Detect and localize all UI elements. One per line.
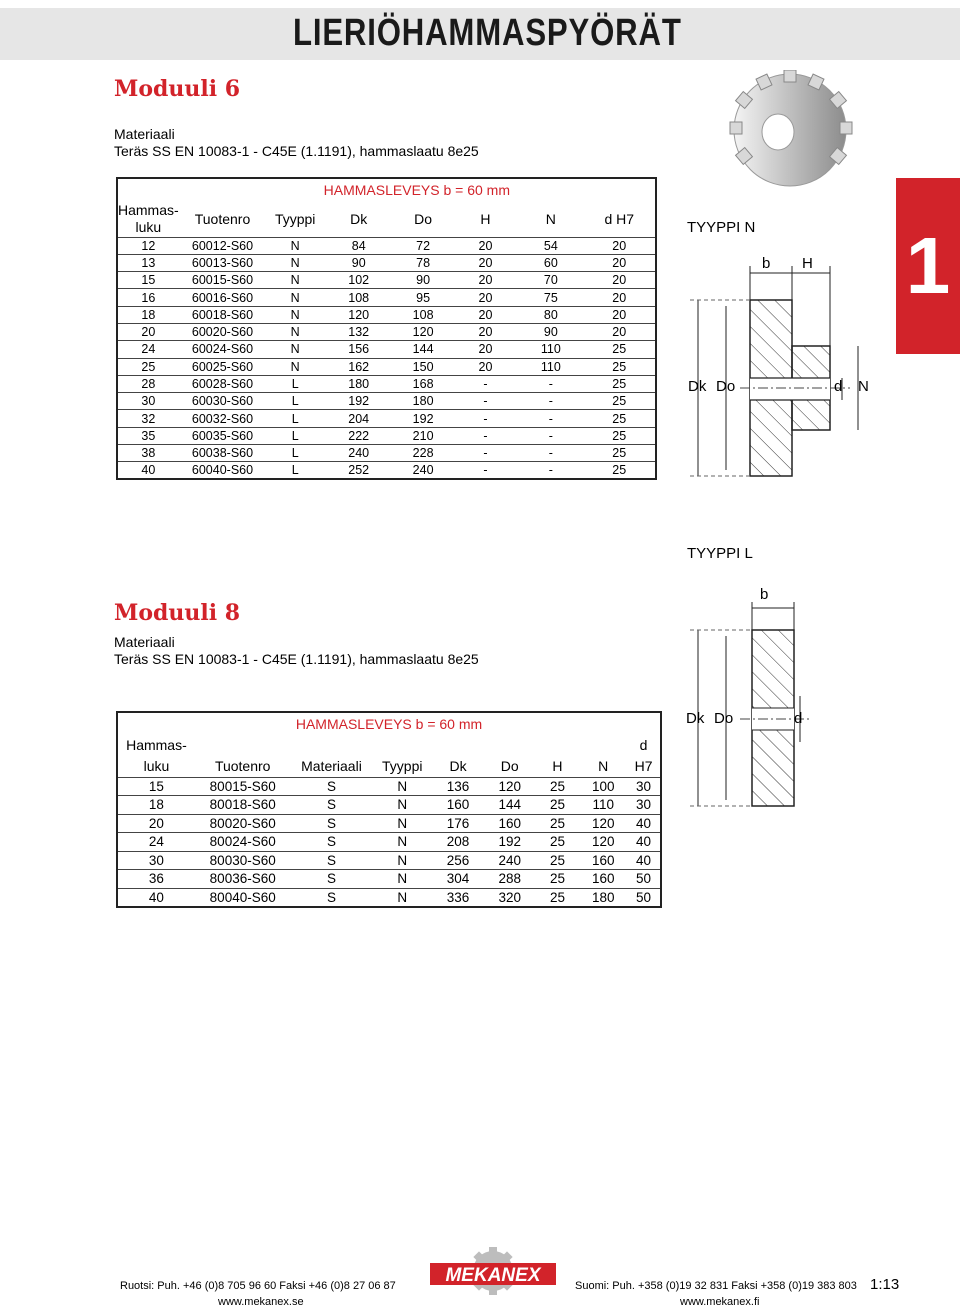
table-cell: 320 (484, 888, 536, 907)
table-row (117, 888, 661, 907)
table-cell: 20 (584, 237, 656, 254)
table-cell: 60028-S60 (179, 375, 267, 392)
table-cell: L (266, 427, 324, 444)
table-row (117, 358, 656, 375)
table-cell: 110 (518, 358, 583, 375)
col8-tyyppi: Tyyppi (382, 757, 423, 774)
table-cell: 256 (432, 851, 484, 870)
table-cell: 20 (453, 323, 518, 340)
table-row (117, 777, 661, 796)
table-cell: 25 (584, 445, 656, 462)
table-cell: 80 (518, 306, 583, 323)
col8-dk: Dk (449, 757, 467, 774)
table-cell: 108 (393, 306, 452, 323)
diagram-l (680, 600, 820, 810)
table-cell: 60016-S60 (179, 289, 267, 306)
table-cell: N (372, 833, 432, 852)
table-cell: 150 (393, 358, 452, 375)
module8-material-label: Materiaali (114, 634, 175, 650)
table-cell: 25 (536, 796, 580, 815)
table-cell: 80018-S60 (195, 796, 291, 815)
table-cell: N (372, 796, 432, 815)
table-cell: 136 (432, 777, 484, 796)
page-title: LIERIÖHAMMASPYÖRÄT (293, 12, 682, 54)
module6-col-hammasluku (117, 201, 179, 237)
table-cell: 80040-S60 (195, 888, 291, 907)
table-cell: - (453, 445, 518, 462)
table-cell: 240 (484, 851, 536, 870)
table-row (117, 870, 661, 889)
table-cell: - (518, 375, 583, 392)
table-cell: L (266, 393, 324, 410)
footer-finland-web[interactable]: www.mekanex.fi (680, 1296, 760, 1308)
table-cell: 25 (536, 870, 580, 889)
table-cell: 120 (324, 306, 393, 323)
table-row (117, 796, 661, 815)
table-cell: 25 (536, 888, 580, 907)
table-cell: 60 (518, 254, 583, 271)
table-cell: 208 (432, 833, 484, 852)
table-cell: - (518, 427, 583, 444)
module8-table (116, 711, 662, 908)
table-cell: 222 (324, 427, 393, 444)
table-cell: N (372, 814, 432, 833)
table-cell: 40 (117, 462, 179, 479)
col-tuotenro: Tuotenro (194, 210, 251, 227)
table-cell: 72 (393, 237, 452, 254)
footer-finland-phone: Suomi: Puh. +358 (0)19 32 831 Faksi +358 (0)19 383 803 (575, 1280, 857, 1292)
diagram-n-b: b (762, 255, 771, 272)
table-cell: - (453, 427, 518, 444)
table-cell: 80015-S60 (195, 777, 291, 796)
table-cell: 160 (579, 851, 627, 870)
table-cell: 90 (324, 254, 393, 271)
col8-tuotenro: Tuotenro (214, 757, 271, 774)
table-cell: 60018-S60 (179, 306, 267, 323)
table-cell: 60040-S60 (179, 462, 267, 479)
table-cell: 228 (393, 445, 452, 462)
table-cell: 30 (117, 393, 179, 410)
module8-material-text: Teräs SS EN 10083-1 - C45E (1.1191), hammaslaatu 8e25 (114, 651, 479, 667)
col-dk: Dk (350, 210, 368, 227)
table-cell: 192 (393, 410, 452, 427)
col8-do: Do (500, 757, 519, 774)
table-cell: 25 (117, 358, 179, 375)
table-cell: 25 (536, 777, 580, 796)
col-h: H (480, 210, 491, 227)
table-cell: 120 (579, 833, 627, 852)
table-cell: 90 (393, 272, 452, 289)
table-cell: 25 (536, 814, 580, 833)
chapter-number: 1 (905, 221, 951, 310)
table-cell: S (291, 814, 373, 833)
module8-col-d-top: d (639, 737, 648, 753)
table-cell: 160 (484, 814, 536, 833)
col-hammas: Hammas- (118, 201, 179, 218)
table-cell: L (266, 462, 324, 479)
module8-group-header: HAMMASLEVEYS b = 60 mm (295, 716, 483, 732)
table-cell: N (266, 358, 324, 375)
mekanex-logo (430, 1247, 556, 1305)
table-cell: S (291, 851, 373, 870)
table-cell: 144 (484, 796, 536, 815)
table-cell: 180 (324, 375, 393, 392)
table-row (117, 375, 656, 392)
table-cell: 12 (117, 237, 179, 254)
table-cell: 240 (393, 462, 452, 479)
diagram-l-d: d (794, 710, 803, 727)
table-cell: 120 (393, 323, 452, 340)
table-cell: N (372, 777, 432, 796)
table-cell: 50 (627, 870, 661, 889)
module6-material-text: Teräs SS EN 10083-1 - C45E (1.1191), hammaslaatu 8e25 (114, 143, 479, 159)
diagram-l-b: b (760, 586, 769, 603)
table-cell: 60025-S60 (179, 358, 267, 375)
table-cell: 60024-S60 (179, 341, 267, 358)
table-row (117, 254, 656, 271)
table-cell: 288 (484, 870, 536, 889)
table-cell: 204 (324, 410, 393, 427)
table-row (117, 289, 656, 306)
table-cell: 132 (324, 323, 393, 340)
table-cell: 90 (518, 323, 583, 340)
module6-title: Moduuli 6 (114, 76, 241, 102)
table-cell: 30 (627, 796, 661, 815)
module6-material-label: Materiaali (114, 126, 175, 142)
table-cell: 60035-S60 (179, 427, 267, 444)
table-cell: 102 (324, 272, 393, 289)
table-cell: 120 (579, 814, 627, 833)
table-row (117, 445, 656, 462)
table-row (117, 237, 656, 254)
table-cell: 30 (117, 851, 195, 870)
col-tyyppi: Tyyppi (274, 210, 316, 227)
table-cell: 252 (324, 462, 393, 479)
table-cell: 40 (627, 814, 661, 833)
table-cell: 18 (117, 796, 195, 815)
diagram-l-dk: Dk (686, 710, 705, 727)
table-cell: - (518, 445, 583, 462)
table-cell: 50 (627, 888, 661, 907)
diagram-l-title: TYYPPI L (687, 545, 753, 562)
table-cell: 25 (584, 358, 656, 375)
table-cell: 40 (627, 851, 661, 870)
table-cell: 80024-S60 (195, 833, 291, 852)
col-do: Do (414, 210, 433, 227)
table-cell: N (266, 254, 324, 271)
table-cell: 162 (324, 358, 393, 375)
table-cell: 32 (117, 410, 179, 427)
table-cell: - (518, 410, 583, 427)
col8-materiaali: Materiaali (301, 757, 362, 774)
module6-group-header: HAMMASLEVEYS b = 60 mm (323, 182, 510, 198)
table-cell: 13 (117, 254, 179, 271)
table-cell: 54 (518, 237, 583, 254)
table-cell: N (266, 289, 324, 306)
table-cell: N (266, 272, 324, 289)
table-cell: 100 (579, 777, 627, 796)
module8-title: Moduuli 8 (114, 600, 241, 626)
diagram-n-title: TYYPPI N (687, 219, 756, 236)
table-cell: - (518, 462, 583, 479)
table-cell: N (266, 323, 324, 340)
table-cell: 18 (117, 306, 179, 323)
table-cell: 80036-S60 (195, 870, 291, 889)
table-row (117, 323, 656, 340)
table-cell: 60038-S60 (179, 445, 267, 462)
table-cell: 240 (324, 445, 393, 462)
table-cell: 80030-S60 (195, 851, 291, 870)
table-cell: 25 (584, 375, 656, 392)
table-cell: 20 (453, 254, 518, 271)
table-cell: L (266, 375, 324, 392)
table-cell: 25 (584, 341, 656, 358)
table-cell: 304 (432, 870, 484, 889)
table-row (117, 462, 656, 479)
table-cell: 20 (453, 237, 518, 254)
table-cell: 20 (117, 323, 179, 340)
table-cell: 110 (579, 796, 627, 815)
table-cell: 24 (117, 833, 195, 852)
table-row (117, 410, 656, 427)
table-cell: - (453, 410, 518, 427)
table-cell: 25 (584, 410, 656, 427)
col-dh7: d H7 (604, 210, 635, 227)
table-row (117, 427, 656, 444)
table-cell: 20 (453, 358, 518, 375)
table-cell: 20 (453, 306, 518, 323)
table-cell: 60015-S60 (179, 272, 267, 289)
table-cell: 15 (117, 272, 179, 289)
table-cell: 176 (432, 814, 484, 833)
table-cell: 160 (432, 796, 484, 815)
table-cell: 180 (579, 888, 627, 907)
diagram-n-h: H (802, 255, 813, 272)
table-cell: 16 (117, 289, 179, 306)
table-cell: 20 (584, 272, 656, 289)
table-cell: 160 (579, 870, 627, 889)
module8-col-luku: luku (143, 757, 170, 774)
diagram-l-do: Do (714, 710, 734, 727)
table-cell: 60013-S60 (179, 254, 267, 271)
col8-h: H (552, 757, 563, 774)
table-cell: L (266, 445, 324, 462)
diagram-n-do: Do (716, 378, 736, 395)
table-cell: 25 (584, 462, 656, 479)
table-cell: 15 (117, 777, 195, 796)
table-cell: 108 (324, 289, 393, 306)
table-cell: 168 (393, 375, 452, 392)
table-cell: 78 (393, 254, 452, 271)
mekanex-logo-text: MEKANEX (445, 1265, 541, 1286)
table-cell: 60012-S60 (179, 237, 267, 254)
table-cell: - (453, 462, 518, 479)
table-row (117, 814, 661, 833)
table-cell: 336 (432, 888, 484, 907)
table-cell: 25 (536, 851, 580, 870)
table-cell: - (453, 393, 518, 410)
footer-sweden-web[interactable]: www.mekanex.se (218, 1296, 304, 1308)
col-n: N (545, 210, 556, 227)
table-row (117, 393, 656, 410)
table-cell: 60020-S60 (179, 323, 267, 340)
table-row (117, 272, 656, 289)
table-cell: L (266, 410, 324, 427)
table-cell: 70 (518, 272, 583, 289)
table-row (117, 341, 656, 358)
table-cell: 192 (484, 833, 536, 852)
table-cell: 210 (393, 427, 452, 444)
table-cell: 20 (584, 323, 656, 340)
table-cell: 30 (627, 777, 661, 796)
table-cell: 40 (627, 833, 661, 852)
table-cell: S (291, 888, 373, 907)
diagram-n-dk: Dk (688, 378, 707, 395)
table-cell: 192 (324, 393, 393, 410)
table-cell: 110 (518, 341, 583, 358)
page-number: 1:13 (870, 1276, 900, 1293)
table-cell: S (291, 870, 373, 889)
table-row (117, 833, 661, 852)
table-cell: N (266, 237, 324, 254)
table-row (117, 306, 656, 323)
table-cell: 144 (393, 341, 452, 358)
table-cell: 20 (453, 272, 518, 289)
col8-h7: H7 (634, 757, 653, 774)
table-cell: 60030-S60 (179, 393, 267, 410)
table-cell: 95 (393, 289, 452, 306)
table-cell: 60032-S60 (179, 410, 267, 427)
table-cell: 84 (324, 237, 393, 254)
table-cell: 38 (117, 445, 179, 462)
table-row (117, 851, 661, 870)
col8-n: N (598, 757, 609, 774)
table-cell: N (372, 870, 432, 889)
table-cell: N (266, 306, 324, 323)
table-cell: 28 (117, 375, 179, 392)
table-cell: 20 (453, 341, 518, 358)
table-cell: 20 (584, 289, 656, 306)
table-cell: 75 (518, 289, 583, 306)
table-cell: N (372, 851, 432, 870)
gear-photo (730, 70, 852, 186)
table-cell: 35 (117, 427, 179, 444)
table-cell: N (372, 888, 432, 907)
table-cell: 20 (453, 289, 518, 306)
table-cell: 25 (536, 833, 580, 852)
table-cell: 36 (117, 870, 195, 889)
table-cell: 20 (584, 306, 656, 323)
module8-col-hammas: Hammas- (126, 737, 187, 753)
table-cell: 40 (117, 888, 195, 907)
diagram-n (680, 70, 890, 490)
col-luku: luku (135, 218, 162, 235)
table-cell: 80020-S60 (195, 814, 291, 833)
table-cell: S (291, 777, 373, 796)
table-cell: N (266, 341, 324, 358)
table-cell: S (291, 796, 373, 815)
table-cell: S (291, 833, 373, 852)
table-cell: 25 (584, 427, 656, 444)
module6-table (116, 177, 657, 480)
table-cell: 20 (117, 814, 195, 833)
diagram-n-n: N (858, 378, 869, 395)
footer-sweden-phone: Ruotsi: Puh. +46 (0)8 705 96 60 Faksi +46 (0)8 27 06 87 (120, 1280, 396, 1292)
table-cell: - (518, 393, 583, 410)
table-cell: 180 (393, 393, 452, 410)
diagram-n-d: d (834, 378, 843, 395)
table-cell: 25 (584, 393, 656, 410)
table-cell: 120 (484, 777, 536, 796)
table-cell: 20 (584, 254, 656, 271)
table-cell: - (453, 375, 518, 392)
table-cell: 24 (117, 341, 179, 358)
table-cell: 156 (324, 341, 393, 358)
